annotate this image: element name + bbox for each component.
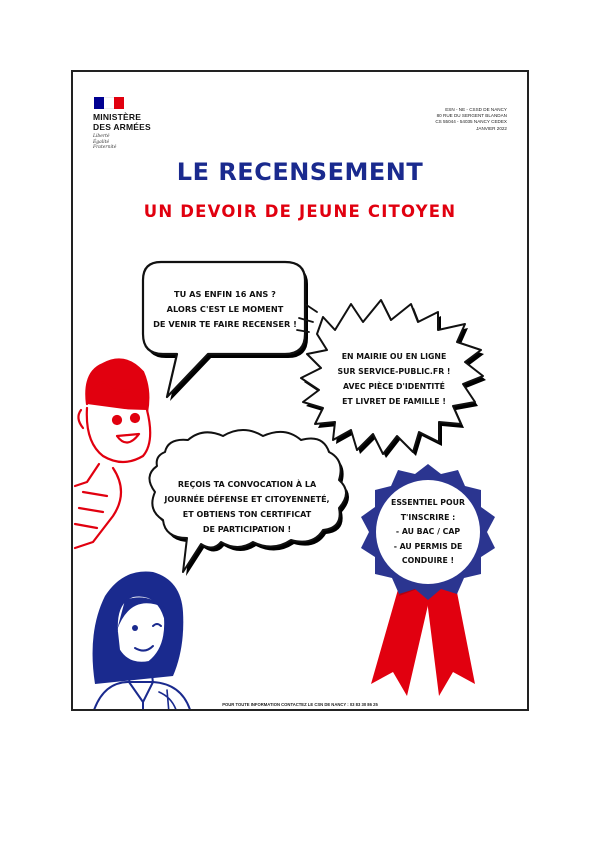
bubble1-line2: ALORS C'EST LE MOMENT xyxy=(166,304,284,314)
address-line1: ESN - NE - CSSD DE NANCY xyxy=(445,107,507,112)
bubble1-line3: DE VENIR TE FAIRE RECENSER ! xyxy=(153,319,297,329)
ministry-line1: MINISTÈRE xyxy=(93,112,142,122)
rosette-text xyxy=(378,496,478,569)
boy-illustration xyxy=(75,360,150,549)
bubble2-line1: EN MAIRIE OU EN LIGNE xyxy=(341,352,447,361)
rosette-line3: - AU BAC / CAP xyxy=(395,527,461,536)
rosette-line5: CONDUIRE ! xyxy=(401,556,455,565)
bubble1-line1: TU AS ENFIN 16 ANS ? xyxy=(174,289,276,299)
bubble3-line3: ET OBTIENS TON CERTIFICAT xyxy=(182,510,312,519)
bubble3-line4: DE PARTICIPATION ! xyxy=(202,525,292,534)
rosette-line1: ESSENTIEL POUR xyxy=(391,498,465,507)
ministry-line2: DES ARMÉES xyxy=(93,121,151,132)
bubble2-line3: AVEC PIÈCE D'IDENTITÉ xyxy=(343,382,445,391)
rosette-line4: - AU PERMIS DE xyxy=(393,541,463,551)
motto-fraternite: Fraternité xyxy=(93,145,117,150)
poster-subtitle: UN DEVOIR DE JEUNE CITOYEN xyxy=(143,202,457,221)
poster-title: LE RECENSEMENT xyxy=(176,158,424,186)
motto-egalite: Égalité xyxy=(93,139,110,145)
motto-liberte: Liberté xyxy=(93,134,110,139)
footer-contact: POUR TOUTE INFORMATION CONTACTEZ LE CSN DE NANCY : 03 83 30 86 25 xyxy=(222,702,378,707)
bubble3-text xyxy=(155,477,339,537)
girl-illustration xyxy=(93,572,191,712)
address-line2: 80 RUE DU SERGENT BLANDAN xyxy=(436,113,507,119)
bubble2-line4: ET LIVRET DE FAMILLE ! xyxy=(342,397,446,406)
bubble2-line2: SUR SERVICE-PUBLIC.FR ! xyxy=(337,367,451,376)
rosette-line2: T'INSCRIRE : xyxy=(400,512,456,522)
bubble3-line2: JOURNÉE DÉFENSE ET CITOYENNETÉ, xyxy=(164,495,330,504)
bubble3-line1: REÇOIS TA CONVOCATION À LA xyxy=(177,480,317,489)
poster xyxy=(71,70,529,711)
address-line3: CS 55044 - 54035 NANCY CEDEX xyxy=(435,119,507,125)
bubble2-text xyxy=(323,349,465,409)
bubble1-text xyxy=(149,287,301,332)
address-line4: JANVIER 2022 xyxy=(476,125,507,131)
